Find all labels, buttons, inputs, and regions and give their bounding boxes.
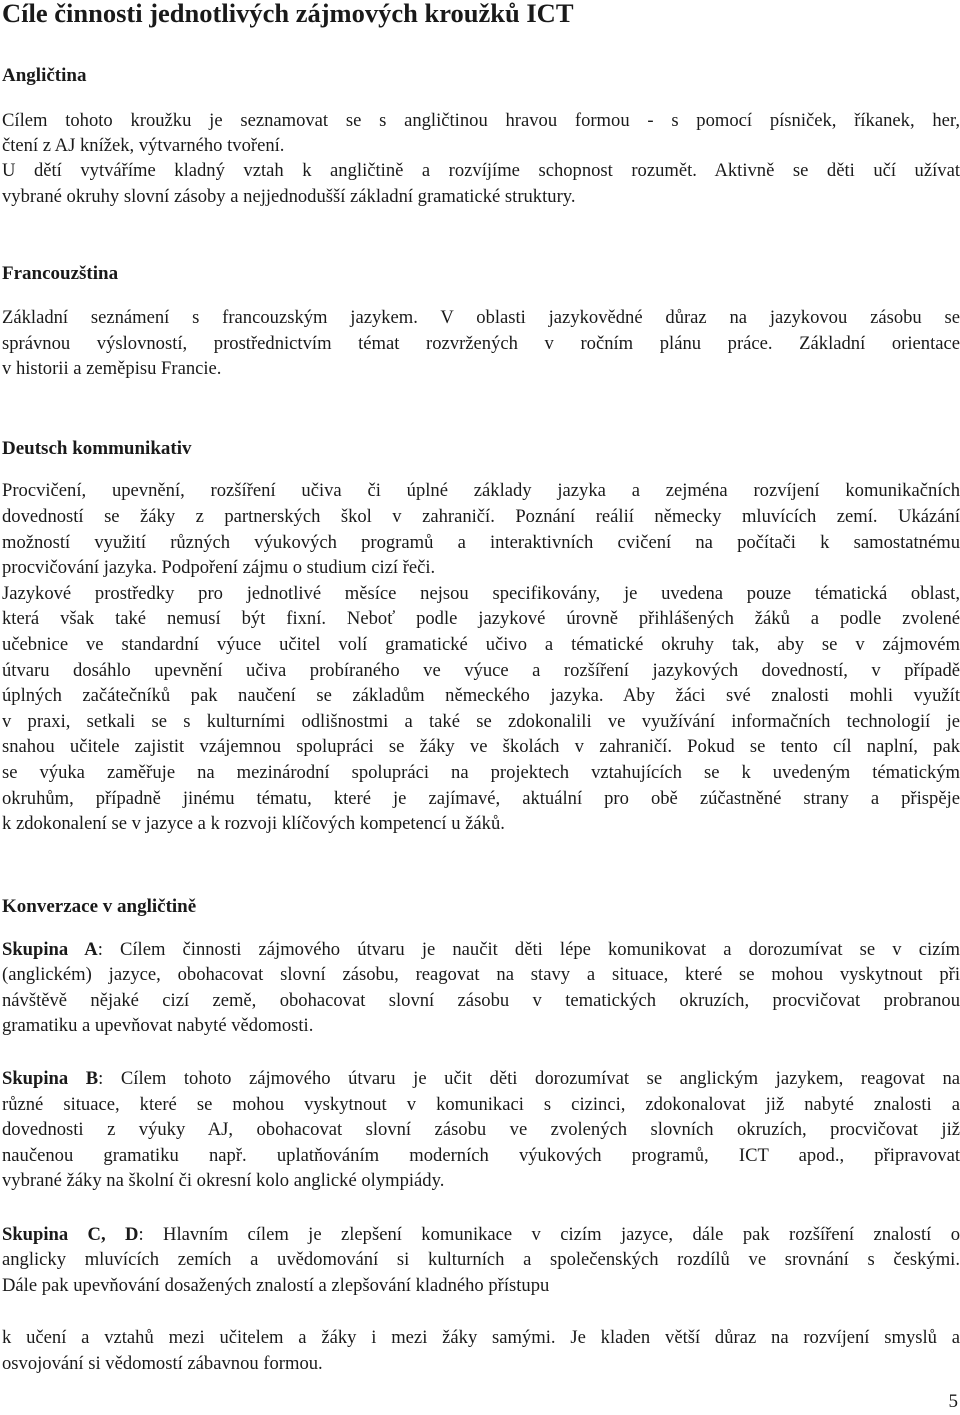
- paragraph-deutsch-line-10: v praxi, setkali se s kulturními odlišnostmi a také se zdokonalili ve využívání informačních technologií je: [2, 711, 960, 732]
- paragraph-deutsch-line-13: okruhům, případně jinému tématu, které je zajímavé, aktuální pro obě zúčastněné strany a přispěje: [2, 788, 960, 809]
- skupina-cd-line-1: [2, 1222, 960, 1247]
- skupina-cd-line-3: Dále pak upevňování dosažených znalostí a zlepšování kladného přístupu: [2, 1275, 550, 1296]
- skupina-b-line-5: vybrané žáky na školní či okresní kolo anglické olympiády.: [2, 1170, 445, 1191]
- skupina-b-line-2: různé situace, které se mohou vyskytnout v komunikaci s cizinci, zdokonalovat již nabyté znalosti a: [2, 1094, 960, 1115]
- paragraph-deutsch-line-11: snahou učitele zajistit vzájemnou spolupráci se žáky ve školách v zahraničí. Pokud se tento cíl naplní, pak: [2, 736, 960, 757]
- paragraph-anglictina-line-3: U dětí vytváříme kladný vztah k angličtině a rozvíjíme schopnost rozumět. Aktivně se děti učí užívat: [2, 160, 960, 181]
- paragraph-deutsch-line-5: Jazykové prostředky pro jednotlivé měsíce nejsou specifikovány, je uvedena pouze tématická oblast,: [2, 583, 960, 604]
- skupina-a-line-3: návštěvě nějaké cizí země, obohacovat slovní zásobu v tematických okruzích, procvičovat probranou: [2, 990, 960, 1011]
- skupina-cd-label: Skupina C, D: [2, 1224, 139, 1245]
- skupina-b-line-4: naučenou gramatiku např. uplatňováním moderních výukových programů, ICT apod., připravovat: [2, 1145, 960, 1166]
- skupina-b-line-3: dovednosti z výuky AJ, obohacovat slovní zásobu ve zvolených slovních okruzích, procvičovat již: [2, 1119, 960, 1140]
- skupina-b-label: Skupina B: [2, 1068, 99, 1089]
- page-number: 5: [948, 1391, 958, 1412]
- skupina-a-text: : Cílem činnosti zájmového útvaru je naučit děti lépe komunikovat a dorozumívat se v cizím: [97, 939, 960, 960]
- skupina-a-line-4: gramatiku a upevňovat nabyté vědomosti.: [2, 1015, 314, 1036]
- paragraph-deutsch-line-8: útvaru dosáhlo upevnění učiva probíraného ve výuce a rozšíření jazykových dovedností, v případě: [2, 660, 960, 681]
- paragraph-deutsch-line-2: dovedností se žáky z partnerských škol v zahraničí. Poznání reálií německy mluvících zemí. Ukázání: [2, 506, 960, 527]
- skupina-a-line-2: (anglickém) jazyce, obohacovat slovní zásobu, reagovat na stavy a situace, které se mohou vyskytnout při: [2, 964, 960, 985]
- paragraph-francouzstina-line-2: správnou výslovností, prostřednictvím témat rozvržených v ročním plánu práce. Základní orientace: [2, 333, 960, 354]
- paragraph-deutsch-line-9: úplných začátečníků pak naučení se základům německého jazyka. Aby žáci své znalosti mohli využít: [2, 685, 960, 706]
- skupina-cd-text: : Hlavním cílem je zlepšení komunikace v cizím jazyce, dále pak rozšíření znalostí o: [138, 1224, 960, 1245]
- paragraph-anglictina-line-4: vybrané okruhy slovní zásoby a nejjednodušší základní gramatické struktury.: [2, 186, 576, 207]
- skupina-b-line-1: [2, 1066, 960, 1091]
- paragraph-deutsch-line-6: která však také nemusí být fixní. Neboť podle jazykové úrovně přihlášených žáků a podle zvolené: [2, 608, 960, 629]
- paragraph-deutsch-line-12: se výuka zaměřuje na mezinárodní spolupráci na projektech vztahujících se k uvedeným tématickým: [2, 762, 960, 783]
- closing-line-2: osvojování si vědomostí zábavnou formou.: [2, 1353, 323, 1374]
- paragraph-francouzstina-line-3: v historii a zeměpisu Francie.: [2, 358, 222, 379]
- paragraph-deutsch-line-1: Procvičení, upevnění, rozšíření učiva či úplné základy jazyka a zejména rozvíjení komunikačních: [2, 480, 960, 501]
- heading-deutsch-kommunikativ: Deutsch kommunikativ: [2, 438, 192, 459]
- paragraph-deutsch-line-14: k zdokonalení se v jazyce a k rozvoji klíčových kompetencí u žáků.: [2, 813, 505, 834]
- paragraph-anglictina-line-2: čtení z AJ knížek, výtvarného tvoření.: [2, 135, 285, 156]
- skupina-cd-line-2: anglicky mluvících zemích a uvědomování si kulturních a společenských rozdílů ve srovnání s českými.: [2, 1249, 960, 1270]
- heading-konverzace: Konverzace v angličtině: [2, 896, 197, 917]
- skupina-a-label: Skupina A: [2, 939, 98, 960]
- closing-line-1: k učení a vztahů mezi učitelem a žáky i mezi žáky samými. Je kladen větší důraz na rozvíjení smyslů a: [2, 1327, 960, 1348]
- paragraph-francouzstina-line-1: Základní seznámení s francouzským jazykem. V oblasti jazykovědné důraz na jazykovou zásobu se: [2, 307, 960, 328]
- paragraph-deutsch-line-3: možností využití různých výukových programů a interaktivních cvičení na počítači k samostatnému: [2, 532, 960, 553]
- skupina-a-line-1: [2, 937, 960, 962]
- heading-francouzstina: Francouzština: [2, 263, 119, 284]
- skupina-b-text: : Cílem tohoto zájmového útvaru je učit děti dorozumívat se anglickým jazykem, reagovat na: [98, 1068, 960, 1089]
- paragraph-anglictina-line-1: Cílem tohoto kroužku je seznamovat se s angličtinou hravou formou - s pomocí písniček, říkanek, her,: [2, 110, 960, 131]
- paragraph-deutsch-line-7: učebnice ve standardní výuce učitel volí gramatické učivo a tématické okruhy tak, aby se v zájmovém: [2, 634, 960, 655]
- heading-anglictina: Angličtina: [2, 65, 87, 86]
- page-title: Cíle činnosti jednotlivých zájmových kroužků ICT: [2, 0, 574, 28]
- paragraph-deutsch-line-4: procvičování jazyka. Podpoření zájmu o studium cizí řeči.: [2, 557, 436, 578]
